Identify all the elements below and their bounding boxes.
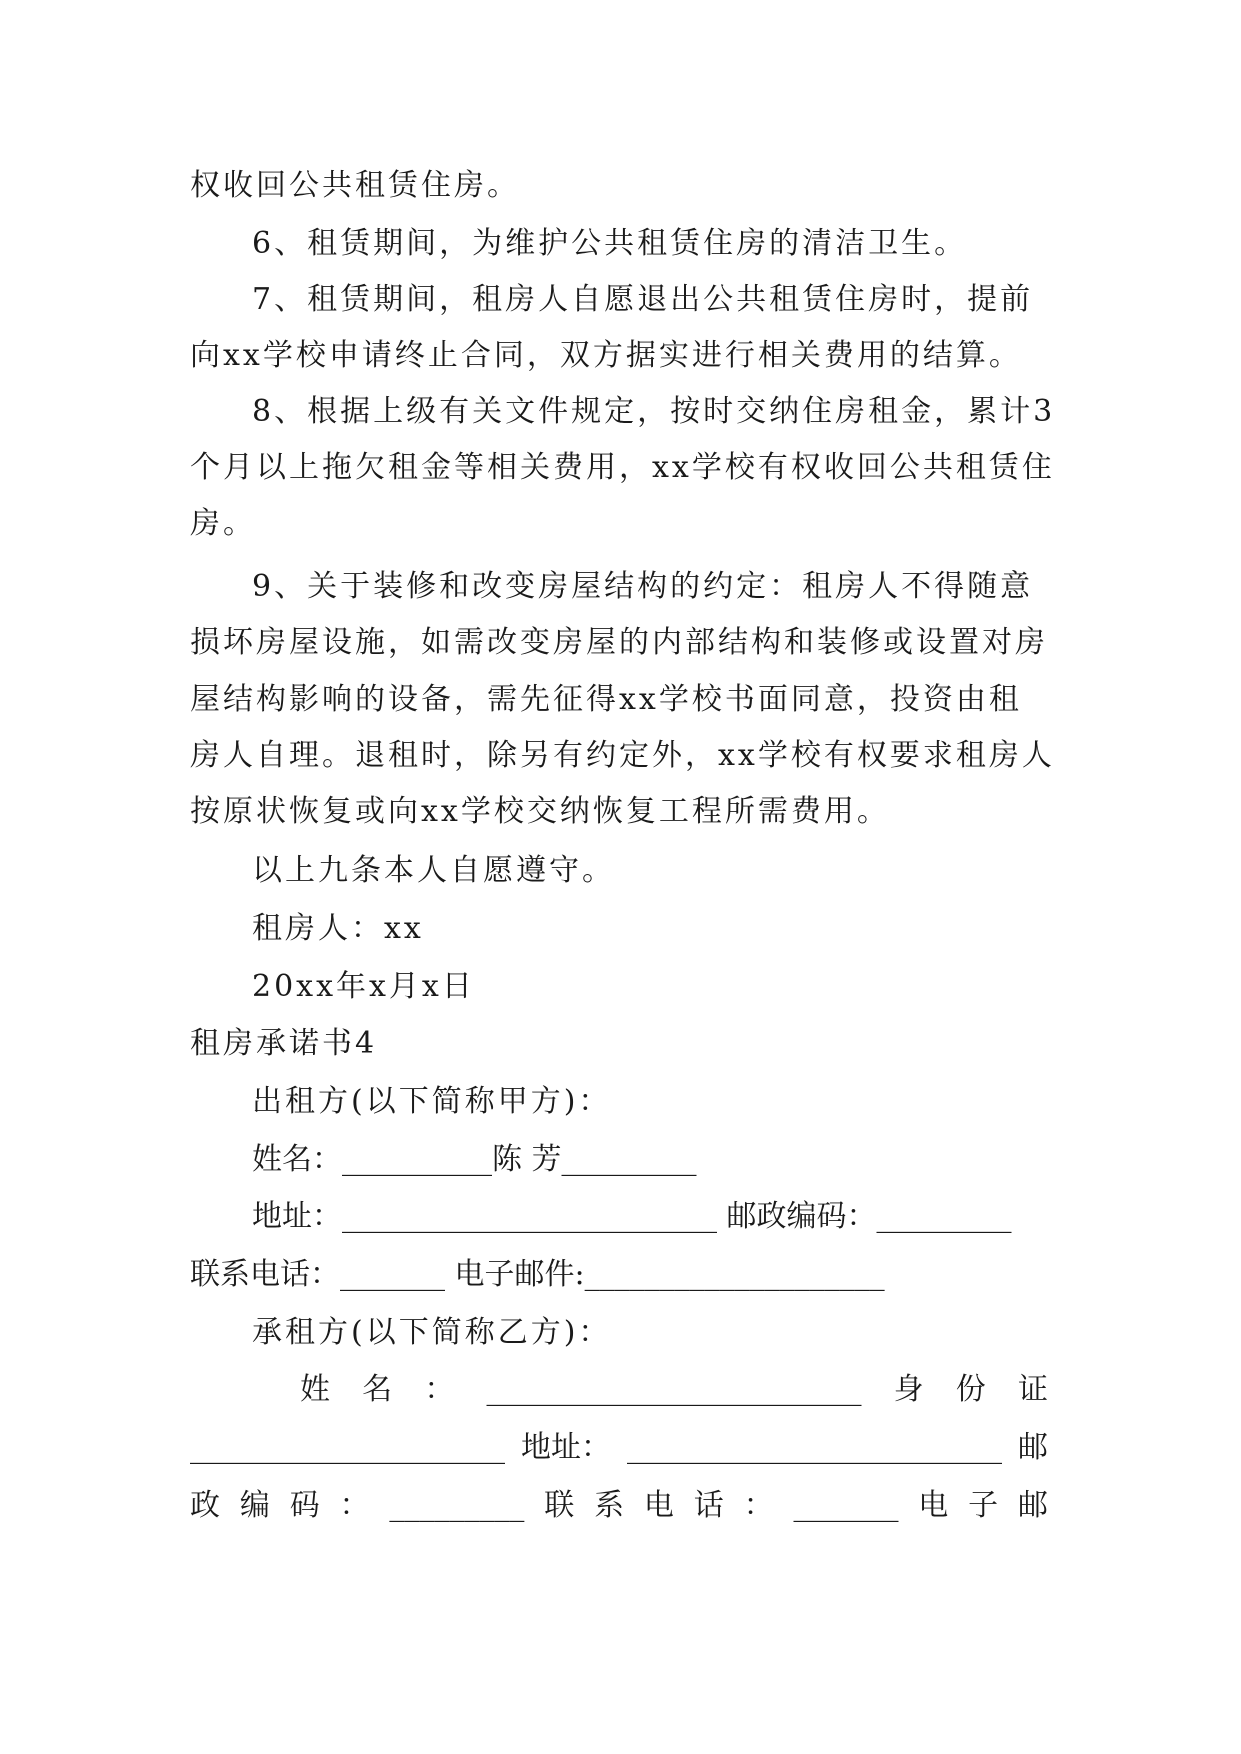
text-line: 损坏房屋设施，如需改变房屋的内部结构和装修或设置对房 [190,625,1048,660]
lessor-contact-field: 联系电话：_______ 电子邮件:____________________ [190,1257,885,1292]
clause-8: 8、根据上级有关文件规定，按时交纳住房租金，累计3 [252,394,1056,429]
section-title: 租房承诺书4 [190,1026,378,1061]
text-line: 按原状恢复或向xx学校交纳恢复工程所需费用。 [190,794,890,829]
lessee-contact-row [190,1483,1048,1529]
text-line: 房。 [190,506,256,541]
text-line: 权收回公共租赁住房。 [190,168,520,203]
text-line: 屋结构影响的设备，需先征得xx学校书面同意，投资由租 [190,682,1022,717]
lessor-heading: 出租方(以下简称甲方)： [252,1084,612,1119]
lessor-name-field: 姓名：__________陈 芳_________ [252,1142,697,1177]
row-text: 邮 [1017,1488,1048,1523]
blank-line: _______ [793,1488,899,1523]
row-text: 码 [289,1488,320,1523]
lessor-address-field: 地址：_________________________ 邮政编码：_________ [252,1199,1012,1234]
signature-date: 20xx年x月x日 [252,969,475,1004]
row-text: 电 [918,1488,949,1523]
text-line: 向xx学校申请终止合同，双方据实进行相关费用的结算。 [190,338,1022,373]
row-text: 姓 [300,1372,330,1407]
row-text: 子 [968,1488,999,1523]
row-text: 编 [239,1488,270,1523]
row-text: 话 [693,1488,724,1523]
lessee-id-address-row [190,1425,1048,1471]
lessee-name-row [300,1367,1048,1413]
clause-7: 7、租赁期间，租房人自愿退出公共租赁住房时，提前 [252,282,1034,317]
row-text: 份 [955,1372,986,1407]
row-text: 证 [1017,1372,1048,1407]
row-text: 联 [544,1488,575,1523]
row-text: ： [424,1372,455,1407]
blank-line: _____________________ [190,1430,505,1465]
row-text: 邮 [1018,1430,1048,1465]
tenant-signature: 租房人：xx [252,911,424,946]
blank-line: _________________________ [627,1430,1002,1465]
lessee-heading: 承租方(以下简称乙方)： [252,1315,612,1350]
closing-statement: 以上九条本人自愿遵守。 [252,853,615,888]
row-text: ： [743,1488,774,1523]
text-line: 个月以上拖欠租金等相关费用，xx学校有权收回公共租赁住 [190,450,1055,485]
blank-line: _________________________ [486,1372,862,1407]
row-text: 电 [643,1488,674,1523]
clause-9: 9、关于装修和改变房屋结构的约定：租房人不得随意 [252,569,1034,604]
row-text: 政 [190,1488,220,1523]
row-text: 身 [893,1372,924,1407]
row-text: 系 [594,1488,625,1523]
row-text: 地址： [521,1430,611,1465]
row-text: 名 [362,1372,393,1407]
text-line: 房人自理。退租时，除另有约定外，xx学校有权要求租房人 [190,738,1055,773]
row-text: ： [339,1488,370,1523]
clause-6: 6、租赁期间，为维护公共租赁住房的清洁卫生。 [252,226,968,261]
blank-line: _________ [389,1488,525,1523]
